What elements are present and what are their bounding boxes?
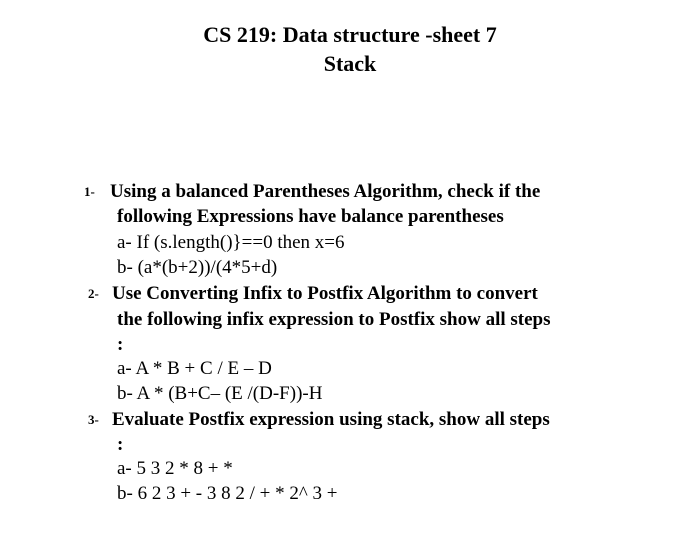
question-prompt-line: Using a balanced Parentheses Algorithm, check if the (110, 181, 541, 202)
question-prompt-line: : (117, 334, 124, 355)
question-prompt-line: Use Converting Infix to Postfix Algorithm to convert (112, 283, 538, 304)
question-prompt-line: following Expressions have balance parentheses (117, 206, 504, 227)
question-item: a- A * B + C / E – D (117, 358, 272, 379)
document-subtitle: Stack (323, 51, 377, 76)
question-prompt-line: : (117, 434, 124, 455)
question-item: b- (a*(b+2))/(4*5+d) (117, 257, 278, 278)
question-item: b- 6 2 3 + - 3 8 2 / + * 2^ 3 + (117, 483, 338, 504)
question-item: a- If (s.length()}==0 then x=6 (117, 232, 345, 253)
question-number: 2- (88, 286, 99, 301)
question-prompt-line: Evaluate Postfix expression using stack, show all steps (112, 409, 550, 430)
question-item: a- 5 3 2 * 8 + * (117, 458, 233, 479)
question-number: 1- (84, 184, 95, 199)
question-item: b- A * (B+C– (E /(D-F))-H (117, 383, 323, 404)
question-number: 3- (88, 412, 99, 427)
document-title: CS 219: Data structure -sheet 7 (203, 22, 497, 47)
question-prompt-line: the following infix expression to Postfix show all steps (117, 309, 551, 330)
